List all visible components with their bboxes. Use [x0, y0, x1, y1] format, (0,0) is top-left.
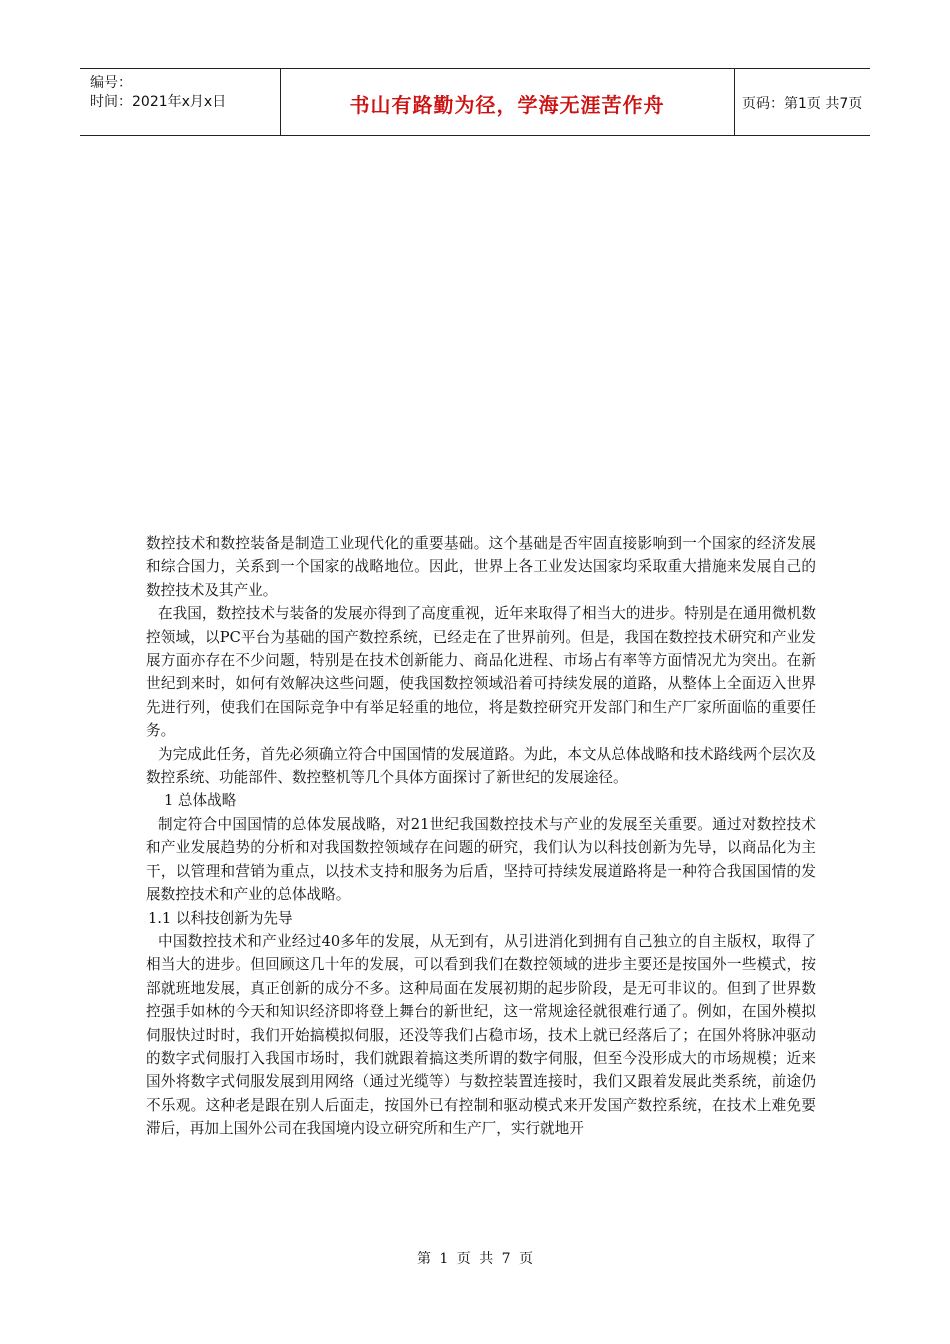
page-header — [80, 68, 870, 136]
subsection-heading: 1.1 以科技创新为先导 — [148, 909, 293, 927]
header-info-cell — [80, 69, 281, 135]
paragraph: 制定符合中国国情的总体发展战略，对21世纪我国数控技术与产业的发展至关重要。通过对数控技术和产业发展趋势的分析和对我国数控领域存在问题的研究，我们认为以科技创新为先导，以商品化为主干，以管理和营销为重点，以技术支持和服务为后盾，坚持可持续发展道路将是一种符合我国国情的发展数控技术和产业的总体战略。 — [146, 815, 816, 904]
paragraph: 中国数控技术和产业经过40多年的发展，从无到有，从引进消化到拥有自己独立的自主版权，取得了相当大的进步。但回顾这几十年的发展，可以看到我们在数控领域的进步主要还是按国外一些模式，按部就班地发展，真正创新的成分不多。这种局面在发展初期的起步阶段，是无可非议的。但到了世界数控强手如林的今天和知识经济即将登上舞台的新世纪，这一常规途径就很难行通了。例如，在国外模拟伺服快过时时，我们开始搞模拟伺服，还没等我们占稳市场，技术上就已经落后了；在国外将脉冲驱动的数字式伺服打入我国市场时，我们就跟着搞这类所谓的数字伺服，但至今没形成大的市场规模；近来国外将数字式伺服发展到用网络（通过光缆等）与数控装置连接时，我们又跟着发展此类系统，前途仍不乐观。这种老是跟在别人后面走，按国外已有控制和驱动模式来开发国产数控系统，在技术上难免要滞后，再加上国外公司在我国境内设立研究所和生产厂，实行就地开 — [146, 932, 816, 1138]
header-page-cell — [734, 69, 870, 135]
page-info: 页码：第1页 共7页 — [742, 96, 863, 112]
paragraph: 在我国，数控技术与装备的发展亦得到了高度重视，近年来取得了相当大的进步。特别是在通用微机数控领域，以PC平台为基础的国产数控系统，已经走在了世界前列。但是，我国在数控技术研究和产业发展方面亦存在不少问题，特别是在技术创新能力、商品化进程、市场占有率等方面情况尤为突出。在新世纪到来时，如何有效解决这些问题，使我国数控领域沿着可持续发展的道路，从整体上全面迈入世界先进行列，使我们在国际竞争中有举足轻重的地位，将是数控研究开发部门和生产厂家所面临的重要任务。 — [146, 605, 816, 740]
date-label: 时间：2021年x月x日 — [90, 94, 227, 110]
section-heading: 1 总体战略 — [164, 792, 237, 810]
motto-text: 书山有路勤为径，学海无涯苦作舟 — [349, 93, 665, 117]
number-label: 编号： — [90, 75, 132, 91]
document-body — [146, 532, 816, 1141]
page-footer: 第 1 页 共 7 页 — [416, 1251, 534, 1267]
header-motto-cell — [280, 69, 735, 135]
paragraph: 为完成此任务，首先必须确立符合中国国情的发展道路。为此，本文从总体战略和技术路线两个层次及数控系统、功能部件、数控整机等几个具体方面探讨了新世纪的发展途径。 — [146, 745, 816, 787]
paragraph: 数控技术和数控装备是制造工业现代化的重要基础。这个基础是否牢固直接影响到一个国家的经济发展和综合国力，关系到一个国家的战略地位。因此，世界上各工业发达国家均采取重大措施来发展自己的数控技术及其产业。 — [146, 535, 816, 599]
